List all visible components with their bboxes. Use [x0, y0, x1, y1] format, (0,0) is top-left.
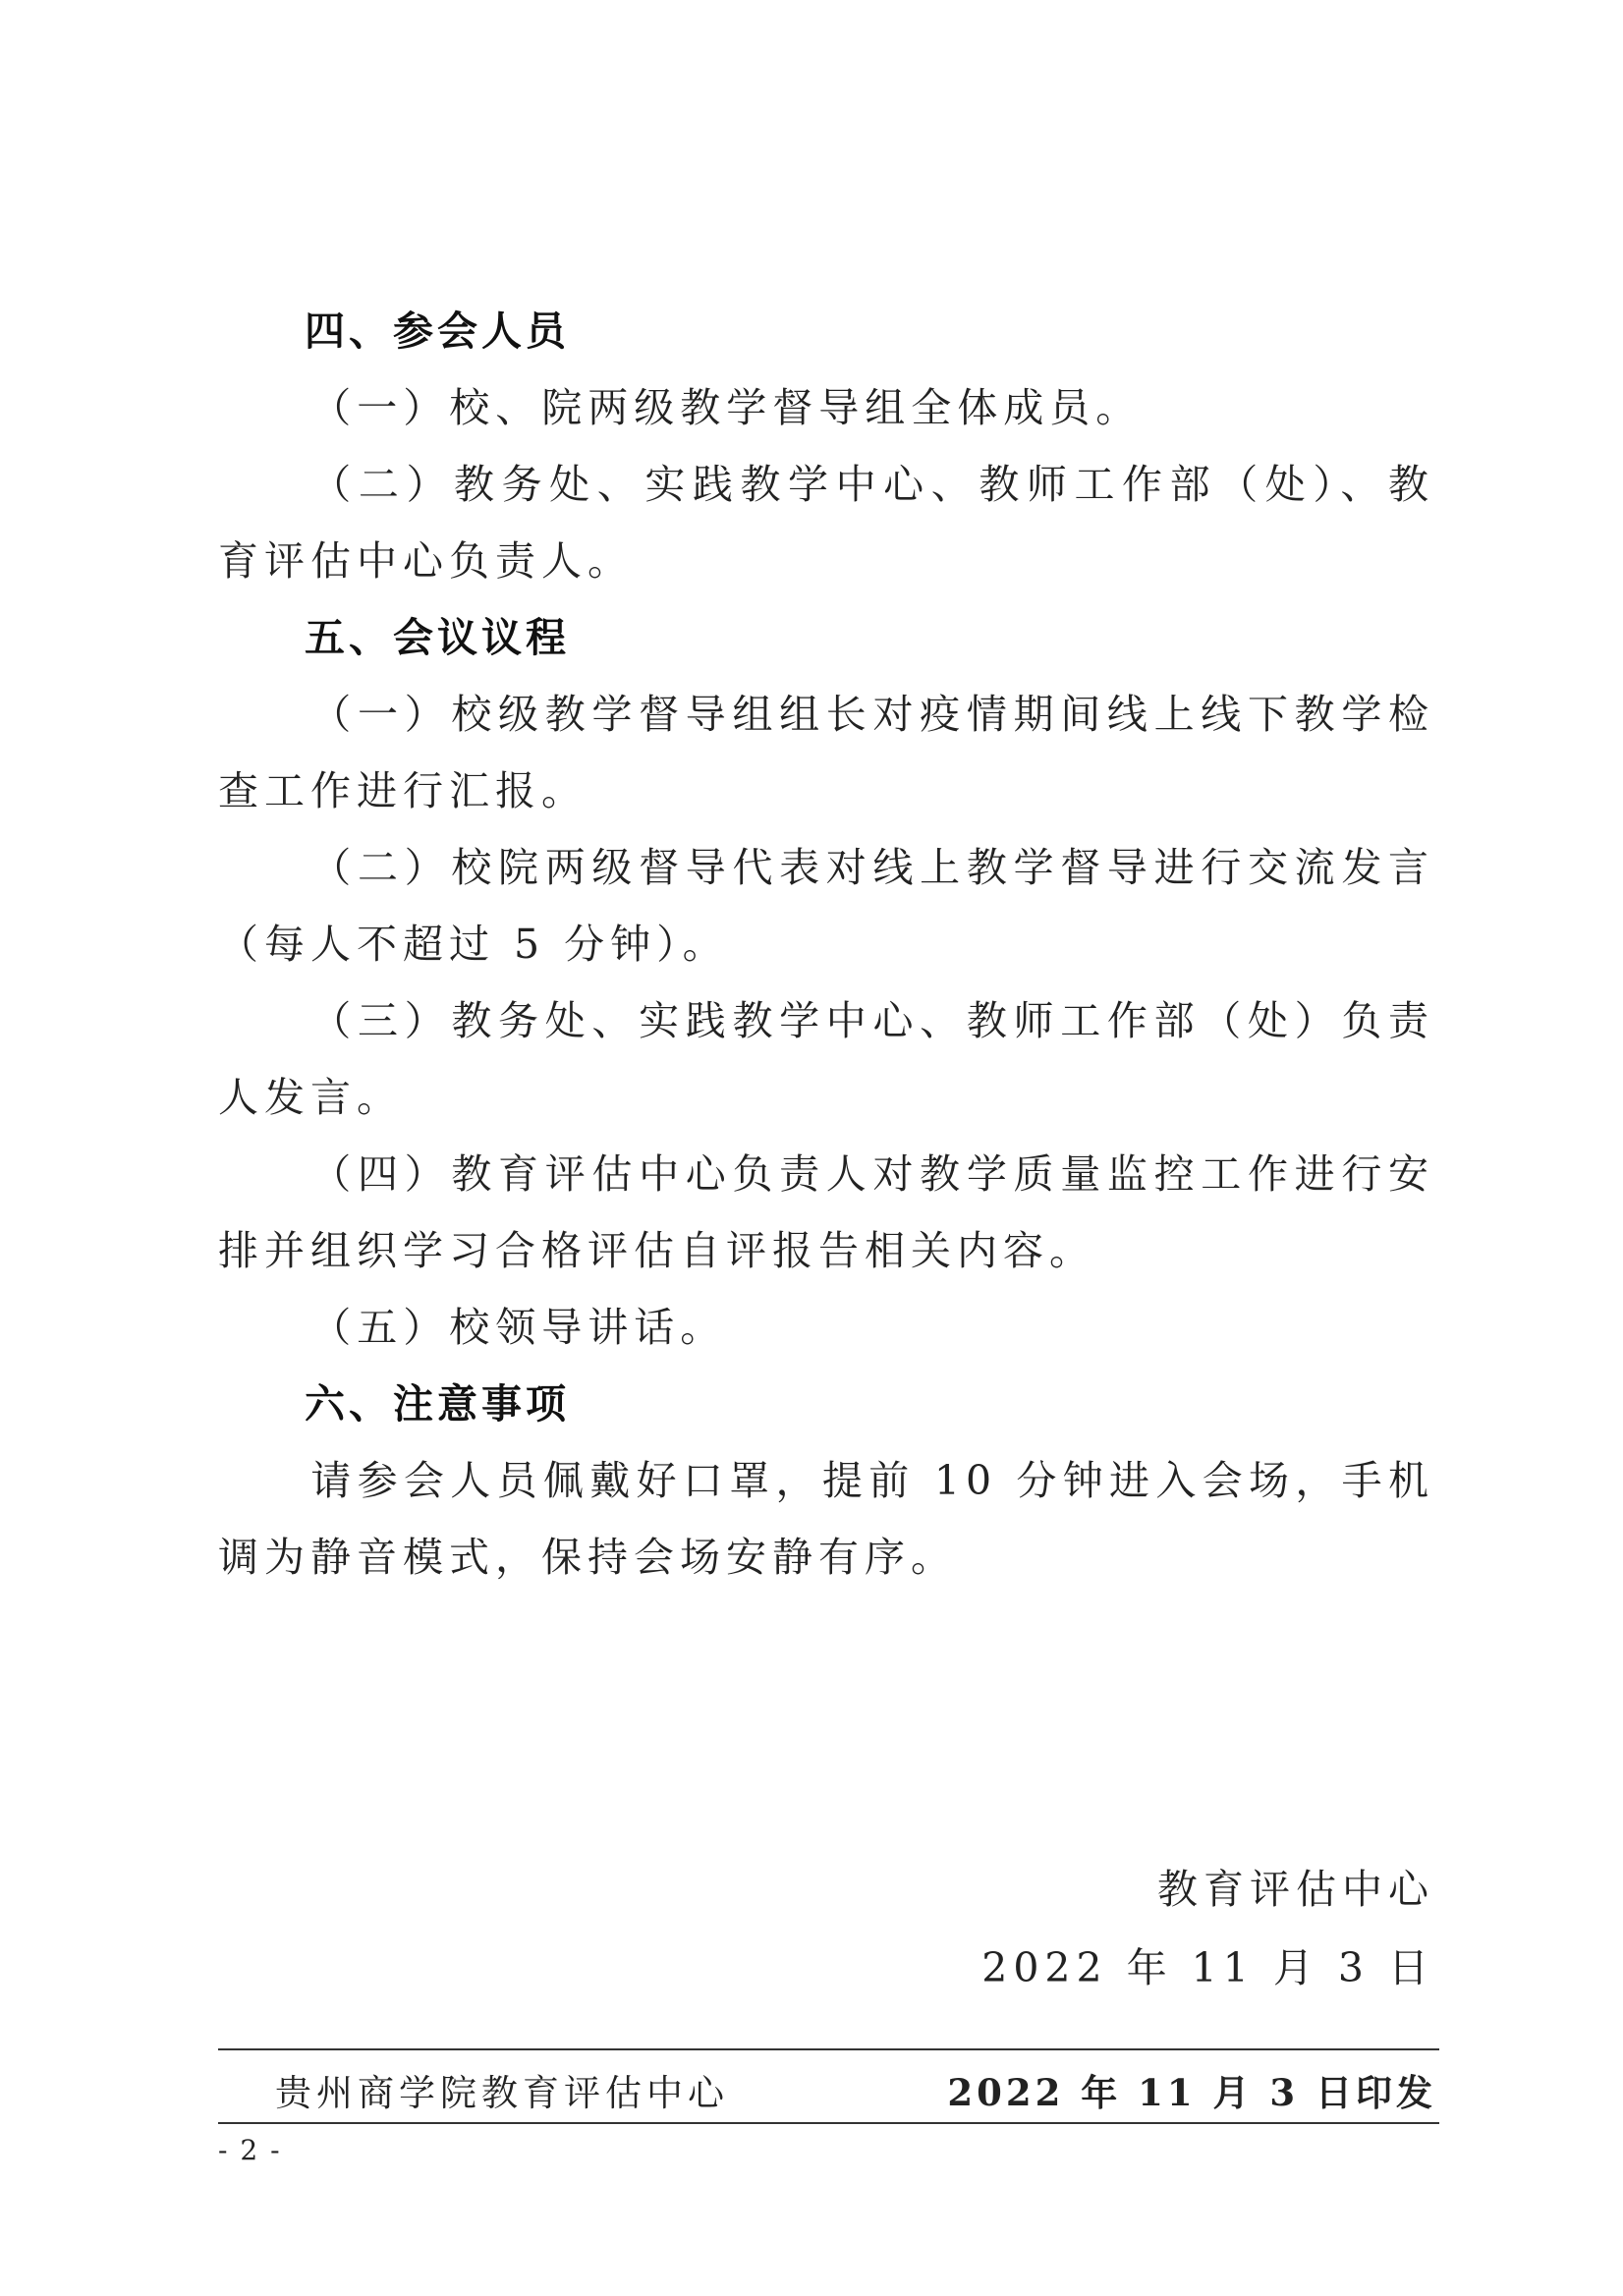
agenda-item: （二）校院两级督导代表对线上教学督导进行交流发言（每人不超过 5 分钟）。 [218, 844, 1434, 968]
footer-top-rule [218, 2048, 1439, 2050]
page-number: - 2 - [218, 2134, 282, 2166]
notes-text: 请参会人员佩戴好口罩，提前 10 分钟进入会场，手机调为静音模式，保持会场安静有序。 [218, 1457, 1434, 1581]
footer-bottom-rule [218, 2122, 1439, 2124]
attendees-item: （二）教务处、实践教学中心、教师工作部（处）、教育评估中心负责人。 [218, 461, 1434, 585]
section-heading-attendees: 四、参会人员 [305, 308, 570, 355]
attendees-item: （一）校、院两级教学督导组全体成员。 [310, 384, 1143, 431]
section-heading-notes: 六、注意事项 [305, 1380, 570, 1428]
footer-issuer: 贵州商学院教育评估中心 [275, 2072, 729, 2114]
signature-organization: 教育评估中心 [1157, 1866, 1434, 1913]
footer-issue-date: 2022 年 11 月 3 日印发 [947, 2071, 1436, 2114]
signature-date: 2022 年 11 月 3 日 [981, 1944, 1434, 1991]
agenda-item: （一）校级教学督导组组长对疫情期间线上线下教学检查工作进行汇报。 [218, 691, 1434, 814]
agenda-item: （四）教育评估中心负责人对教学质量监控工作进行安排并组织学习合格评估自评报告相关内容。 [218, 1150, 1434, 1274]
document-body [218, 293, 1434, 1596]
section-heading-agenda: 五、会议议程 [305, 614, 570, 661]
agenda-item: （三）教务处、实践教学中心、教师工作部（处）负责人发言。 [218, 997, 1434, 1121]
agenda-item: （五）校领导讲话。 [310, 1304, 727, 1351]
